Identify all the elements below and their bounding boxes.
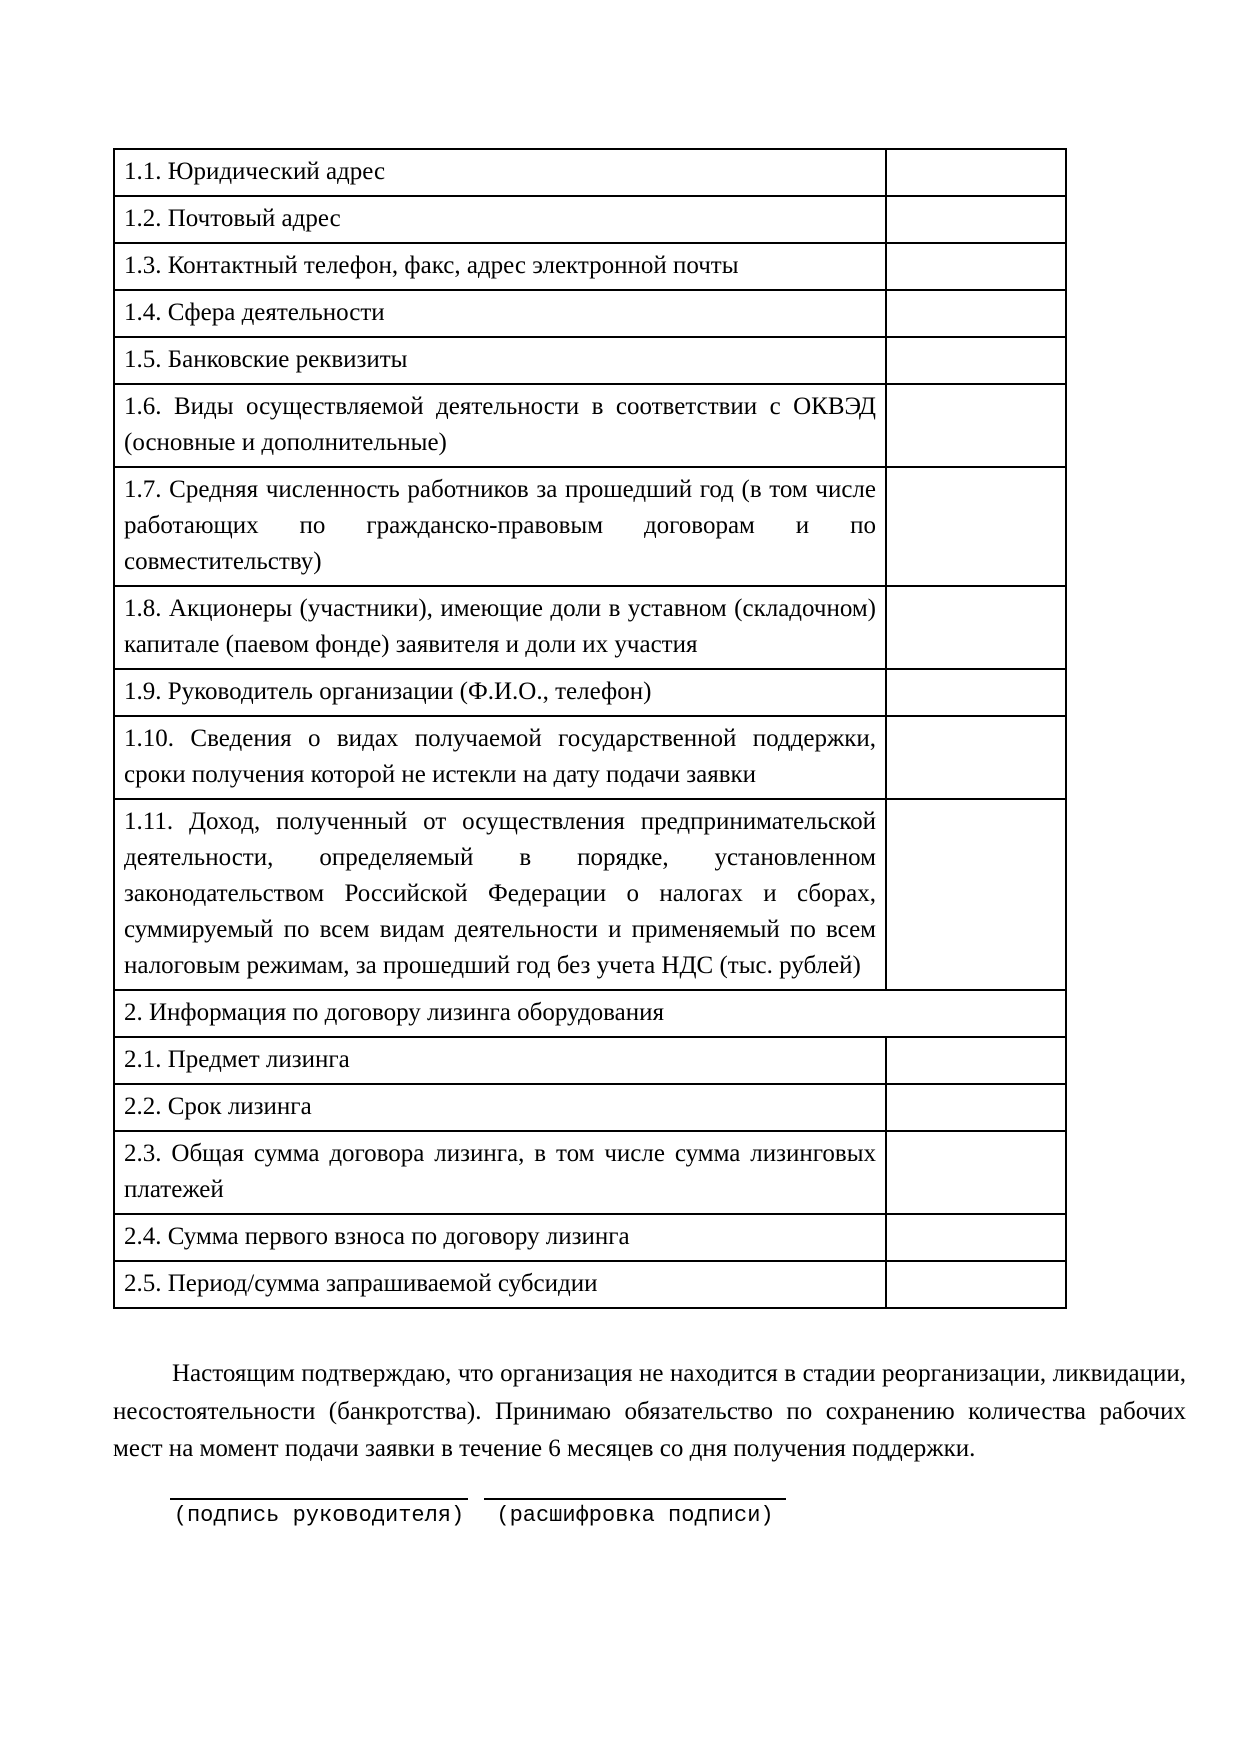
table-row bbox=[114, 1131, 1066, 1214]
field-value-cell bbox=[886, 243, 1066, 290]
field-label-cell: 1.3. Контактный телефон, факс, адрес электронной почты bbox=[114, 243, 886, 290]
field-label-cell: 1.7. Средняя численность работников за прошедший год (в том числе работающих по гражданско-правовым договорам и по совместительству) bbox=[114, 467, 886, 586]
signature-column-head bbox=[170, 1472, 468, 1529]
table-row bbox=[114, 669, 1066, 716]
field-label-cell: 1.6. Виды осуществляемой деятельности в соответствии с ОКВЭД (основные и дополнительные) bbox=[114, 384, 886, 467]
field-label-cell: 2.4. Сумма первого взноса по договору лизинга bbox=[114, 1214, 886, 1261]
field-label-cell: 2.1. Предмет лизинга bbox=[114, 1037, 886, 1084]
field-value-cell bbox=[886, 337, 1066, 384]
section-header-cell: 2. Информация по договору лизинга оборудования bbox=[114, 990, 1066, 1037]
field-value-cell bbox=[886, 384, 1066, 467]
table-row bbox=[114, 384, 1066, 467]
field-label-cell: 1.1. Юридический адрес bbox=[114, 149, 886, 196]
table-row bbox=[114, 586, 1066, 669]
field-label-cell: 1.4. Сфера деятельности bbox=[114, 290, 886, 337]
field-label-cell: 2.5. Период/сумма запрашиваемой субсидии bbox=[114, 1261, 886, 1308]
field-value-cell bbox=[886, 1084, 1066, 1131]
field-value-cell bbox=[886, 799, 1066, 990]
signature-block bbox=[170, 1472, 786, 1529]
field-label-cell: 2.2. Срок лизинга bbox=[114, 1084, 886, 1131]
table-row bbox=[114, 467, 1066, 586]
table-row bbox=[114, 196, 1066, 243]
field-label-cell: 1.11. Доход, полученный от осуществления предпринимательской деятельности, определяемый в порядке, установленном законодательством Российской Федерации о налогах и сборах, суммируемый по всем видам деятельности и применяемый по всем налоговым режимам, за прошедший год без учета НДС (тыс. рублей) bbox=[114, 799, 886, 990]
field-label-cell: 2.3. Общая сумма договора лизинга, в том числе сумма лизинговых платежей bbox=[114, 1131, 886, 1214]
field-value-cell bbox=[886, 669, 1066, 716]
section-header-row bbox=[114, 990, 1066, 1037]
table-row bbox=[114, 243, 1066, 290]
table-row bbox=[114, 716, 1066, 799]
field-value-cell bbox=[886, 716, 1066, 799]
field-label-cell: 1.9. Руководитель организации (Ф.И.О., телефон) bbox=[114, 669, 886, 716]
table-row bbox=[114, 799, 1066, 990]
field-value-cell bbox=[886, 467, 1066, 586]
table-row bbox=[114, 149, 1066, 196]
signature-line bbox=[484, 1472, 786, 1500]
table-row bbox=[114, 290, 1066, 337]
signature-line-caption: (расшифровка подписи) bbox=[496, 1503, 774, 1528]
field-value-cell bbox=[886, 196, 1066, 243]
declaration-paragraph: Настоящим подтверждаю, что организация не находится в стадии реорганизации, ликвидации, несостоятельности (банкротства). Принимаю обязательство по сохранению количества рабочих мест на момент подачи заявки в течение 6 месяцев со дня получения поддержки. bbox=[113, 1360, 1186, 1462]
signature-line-caption: (подпись руководителя) bbox=[173, 1503, 465, 1528]
application-form-table bbox=[113, 148, 1067, 1309]
field-label-cell: 1.10. Сведения о видах получаемой государственной поддержки, сроки получения которой не истекли на дату подачи заявки bbox=[114, 716, 886, 799]
field-value-cell bbox=[886, 149, 1066, 196]
field-value-cell bbox=[886, 1261, 1066, 1308]
field-label-cell: 1.5. Банковские реквизиты bbox=[114, 337, 886, 384]
form-table-body bbox=[114, 149, 1066, 1308]
field-value-cell bbox=[886, 1214, 1066, 1261]
field-label-cell: 1.8. Акционеры (участники), имеющие доли в уставном (складочном) капитале (паевом фонде) заявителя и доли их участия bbox=[114, 586, 886, 669]
table-row bbox=[114, 1084, 1066, 1131]
field-label-cell: 1.2. Почтовый адрес bbox=[114, 196, 886, 243]
signature-column-transcript bbox=[484, 1472, 786, 1529]
field-value-cell bbox=[886, 290, 1066, 337]
table-row bbox=[114, 1261, 1066, 1308]
table-row bbox=[114, 1214, 1066, 1261]
signature-line bbox=[170, 1472, 468, 1500]
table-row bbox=[114, 1037, 1066, 1084]
field-value-cell bbox=[886, 586, 1066, 669]
table-row bbox=[114, 337, 1066, 384]
field-value-cell bbox=[886, 1131, 1066, 1214]
field-value-cell bbox=[886, 1037, 1066, 1084]
